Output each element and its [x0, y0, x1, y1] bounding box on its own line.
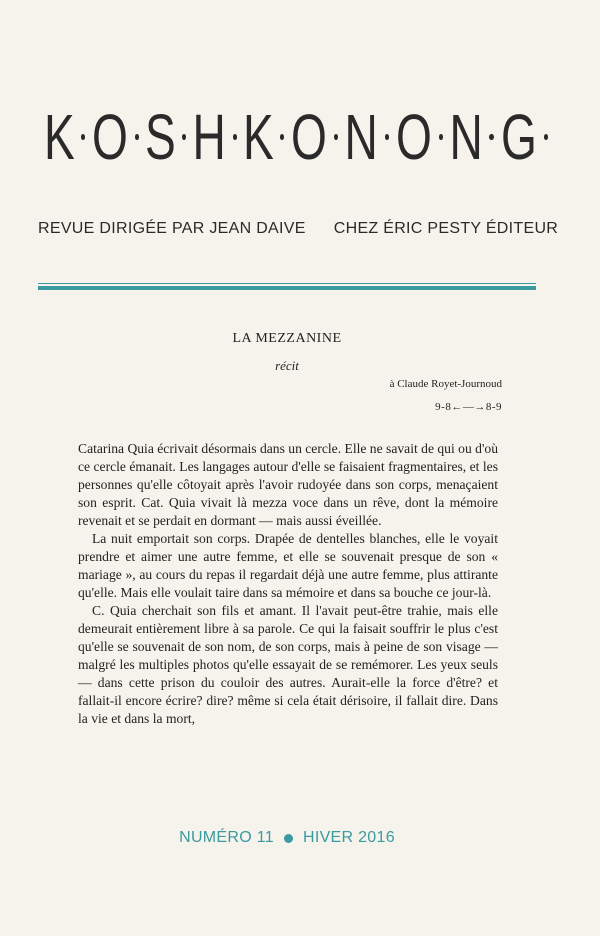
masthead [38, 98, 548, 176]
article-title: LA MEZZANINE [232, 331, 342, 346]
subtitle-editor: REVUE DIRIGÉE PAR JEAN DAIVE [38, 220, 306, 237]
paragraph: La nuit emportait son corps. Drapée de dentelles blanches, elle le voyait prendre et aimer une autre femme, et elle se souvenait presque de son « mariage », au cours du repas il regardait déjà une autre femme, plus attirante qu'elle. Mais elle voulait taire dans sa mémoire et dans sa bouche ce jour-là. [78, 531, 498, 600]
divider-thick [38, 286, 536, 290]
masthead-dot [81, 134, 85, 140]
masthead-letter: K [243, 101, 274, 173]
footer [0, 829, 574, 847]
masthead-letter: H [192, 101, 227, 173]
masthead-letter: O [291, 101, 327, 173]
masthead-letter: K [43, 101, 75, 173]
masthead-dot [135, 134, 139, 140]
divider-thin [38, 283, 536, 284]
issue-season: HIVER 2016 [302, 829, 395, 846]
section-numeral: 9-8←—→8-9 [435, 401, 502, 413]
issue-number: NUMÉRO 11 [179, 829, 274, 846]
masthead-letter: N [344, 101, 379, 173]
masthead-dot [385, 134, 389, 140]
paragraph: Catarina Quia écrivait désormais dans un cercle. Elle ne savait de qui ou d'où ce cercle émanait. Les langages autour d'elle se faisaient fragmentaires, et les personnes qu'elle côtoyait après l'avoir rudoyée dans son corps, menaçaient son esprit. Cat. Quia vivait là mezza voce dans un rêve, dont la mémoire revenait et se perdait en dormant — mais aussi éveillée. [78, 441, 498, 528]
article-genre: récit [275, 358, 299, 373]
article-body [78, 440, 498, 728]
masthead-letter: O [92, 101, 128, 173]
masthead-dot [489, 134, 493, 140]
masthead-dot [439, 134, 443, 140]
masthead-dot [182, 134, 186, 140]
subtitle [38, 220, 559, 238]
masthead-dot [233, 134, 237, 140]
masthead-letter: G [500, 101, 537, 173]
masthead-dot [544, 134, 548, 140]
masthead-letter: O [395, 101, 432, 173]
paragraph: C. Quia cherchait son fils et amant. Il l'avait peut-être trahie, mais elle demeurait entièrement libre à sa parole. Ce qui la faisait souffrir le plus c'est qu'elle se souvenait de son nom, de son corps, mais à peine de son visage — malgré les multiples photos qu'elle essayait de se remémorer. Les yeux seuls — dans cette prison du couloir des autres. Aurait-elle la force d'être? et fallait-il encore écrire? dire? même si cela était dérisoire, il fallait dire. Dans la vie et dans la mort, [78, 603, 498, 726]
dedication: à Claude Royet-Journoud [389, 378, 502, 390]
subtitle-publisher: CHEZ ÉRIC PESTY ÉDITEUR [333, 220, 559, 237]
masthead-letter: N [449, 101, 483, 173]
masthead-letter: S [145, 101, 177, 173]
masthead-dot [280, 134, 284, 140]
bullet-dot-icon [284, 834, 293, 843]
masthead-dot [334, 134, 338, 140]
